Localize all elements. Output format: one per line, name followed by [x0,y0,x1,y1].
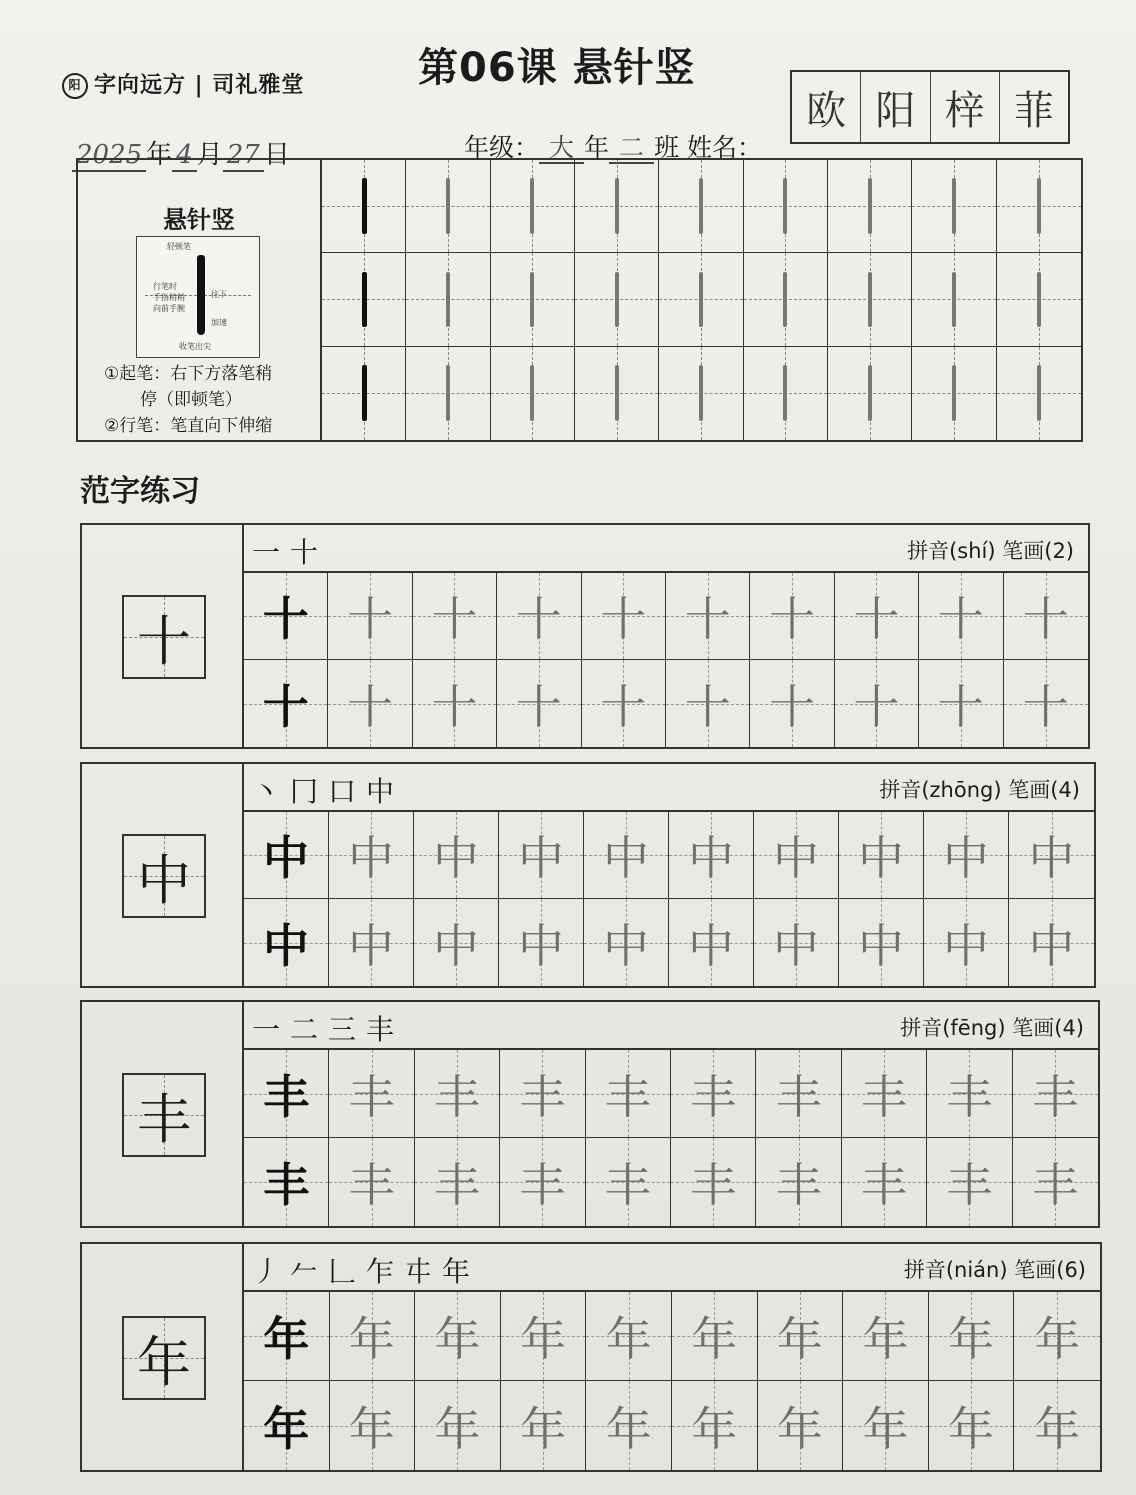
practice-cell[interactable] [1009,812,1094,899]
stroke-practice-cell[interactable] [406,160,490,253]
written-character: 中 [518,831,564,885]
practice-cell[interactable] [414,812,499,899]
practice-cell[interactable] [839,812,924,899]
model-character-box [122,1073,206,1157]
stroke-practice-cell[interactable] [575,347,659,440]
practice-cell[interactable] [919,660,1003,747]
date-day-suffix: 日 [263,140,290,170]
stroke-practice-cell[interactable] [322,347,406,440]
date-month-suffix: 月 [196,140,223,170]
stroke-count-label: 笔画(4) [1012,1016,1084,1040]
written-character: 年 [948,1312,995,1366]
written-character: 丰 [1032,1158,1079,1212]
character-meta [907,535,1074,565]
model-character-panel [82,764,244,986]
practice-cell[interactable] [586,1050,671,1138]
hanging-needle-stroke-icon [197,255,205,335]
practice-cell[interactable] [671,1138,756,1226]
written-character: 年 [348,1401,395,1456]
written-character: 年 [776,1401,823,1456]
written-character: 十 [853,679,900,734]
model-character-panel [82,1244,244,1470]
model-character: 丰 [263,1069,310,1124]
practice-cell[interactable] [244,899,329,986]
practice-cell[interactable] [584,899,669,986]
practice-cell[interactable] [582,660,666,747]
practice-cell[interactable] [586,1292,672,1381]
page-title: 第06课 悬针竖 [418,45,696,91]
written-character: 年 [776,1312,823,1366]
practice-cell[interactable] [754,812,839,899]
model-stroke [362,272,367,327]
traced-stroke [530,272,534,327]
practice-cell[interactable] [244,573,328,660]
pinyin-label: 拼音(zhōng) [879,778,1002,802]
name-char: 阳 [861,72,930,142]
brand-logo [62,68,304,99]
written-character: 十 [853,592,900,646]
model-character-box [122,595,206,679]
practice-cell[interactable] [329,1050,414,1138]
written-character: 十 [515,679,562,734]
traced-stroke [783,272,787,327]
pinyin-label: 拼音(shí) [907,539,996,563]
practice-cell[interactable] [497,660,581,747]
written-character: 丰 [519,1158,566,1212]
character-header [244,764,1094,812]
written-character: 中 [858,918,904,973]
practice-cell[interactable] [924,812,1009,899]
written-character: 十 [937,592,984,646]
practice-cell[interactable] [244,1050,329,1138]
traced-stroke [783,365,787,421]
written-character: 十 [684,592,731,646]
written-character: 丰 [775,1158,822,1212]
stroke-practice-cell[interactable] [406,253,490,346]
grade-value: 大 [539,133,584,164]
diagram-label: 收笔出尖 [179,342,211,351]
traced-stroke [530,365,534,421]
practice-cell[interactable] [750,573,834,660]
written-character: 中 [1028,918,1075,973]
date-year-suffix: 年 [146,140,173,170]
model-character: 十 [262,679,309,734]
model-character: 年 [137,1330,191,1394]
traced-stroke [1037,272,1041,327]
name-char: 菲 [1013,87,1054,134]
practice-cell[interactable] [1004,660,1088,747]
traced-stroke [615,178,619,233]
stroke-info-panel [78,160,322,440]
practice-cell[interactable] [927,1138,1012,1226]
stroke-practice-cell[interactable] [491,253,575,346]
stroke-practice-cell[interactable] [575,160,659,253]
stroke-practice-cell[interactable] [912,160,996,253]
written-character: 十 [769,679,816,734]
written-character: 十 [1022,592,1069,646]
model-character: 中 [137,848,191,912]
name-char: 欧 [792,72,861,142]
written-character: 十 [431,679,478,734]
practice-cell[interactable] [413,660,497,747]
written-character: 年 [434,1312,481,1366]
model-character: 十 [137,609,191,673]
model-character: 年 [263,1401,310,1456]
grade-label: 年级： [464,133,540,162]
written-character: 年 [520,1312,567,1366]
stroke-order: 丶冂口中 [252,775,405,808]
practice-cell[interactable] [415,1292,501,1381]
written-character: 年 [434,1401,481,1456]
model-character: 中 [263,831,309,885]
written-character: 丰 [1032,1069,1079,1124]
traced-stroke [952,178,956,233]
traced-stroke [446,365,450,421]
written-character: 中 [858,831,904,885]
practice-cell[interactable] [586,1138,671,1226]
traced-stroke [699,178,703,233]
practice-cell[interactable] [244,1292,330,1381]
stroke-practice-cell[interactable] [997,160,1081,253]
stroke-practice-cell[interactable] [744,347,828,440]
model-stroke [362,365,367,421]
practice-cell[interactable] [758,1381,844,1470]
practice-cell[interactable] [414,899,499,986]
traced-stroke [446,178,450,233]
written-character: 年 [948,1401,995,1456]
stroke-note-2: 停（即顿笔） [140,390,242,410]
practice-cell[interactable] [666,660,750,747]
practice-cell[interactable] [244,1381,330,1470]
written-character: 丰 [604,1069,651,1124]
written-character: 中 [518,918,564,973]
written-character: 丰 [433,1158,480,1212]
practice-cell[interactable] [672,1381,758,1470]
stroke-order: 丿𠂉𠃊乍㐄年 [252,1255,481,1288]
written-character: 年 [1034,1312,1081,1366]
practice-cell[interactable] [1014,1292,1100,1381]
stroke-diagram [136,236,260,358]
stroke-order: 一十 [252,536,329,569]
practice-cell[interactable] [842,1138,927,1226]
stroke-practice-cell[interactable] [322,253,406,346]
practice-cell[interactable] [244,660,328,747]
stroke-practice-grid [322,160,1081,440]
stroke-practice-cell[interactable] [491,160,575,253]
character-block [80,762,1096,988]
practice-cell[interactable] [329,899,414,986]
character-meta [879,774,1080,804]
date-day: 27 [223,140,264,172]
practice-cell[interactable] [671,1050,756,1138]
model-character: 中 [263,918,309,973]
stroke-practice-cell[interactable] [744,253,828,346]
traced-stroke [530,178,534,233]
practice-cell[interactable] [1013,1050,1098,1138]
practice-cell[interactable] [330,1381,416,1470]
written-character: 十 [684,679,731,734]
written-character: 年 [605,1401,652,1456]
character-meta [904,1254,1086,1284]
stroke-practice-cell[interactable] [997,253,1081,346]
written-character: 中 [1028,831,1075,885]
traced-stroke [868,365,872,421]
stroke-practice-cell[interactable] [659,253,743,346]
written-character: 年 [348,1312,395,1366]
written-character: 十 [937,679,984,734]
traced-stroke [446,272,450,327]
written-character: 十 [1022,679,1069,734]
stroke-order: 一二三丰 [252,1013,405,1046]
diagram-label: 往下 [211,290,227,299]
written-character: 年 [862,1401,909,1456]
written-character: 年 [862,1312,909,1366]
practice-cell[interactable] [500,1138,585,1226]
practice-cell[interactable] [1009,899,1094,986]
written-character: 中 [348,918,394,973]
practice-cell[interactable] [330,1292,416,1381]
stroke-practice-cell[interactable] [912,253,996,346]
written-character: 丰 [690,1069,737,1124]
character-block [80,523,1090,749]
diagram-label: 向前手腕 [153,304,185,313]
practice-cell[interactable] [244,1138,329,1226]
written-character: 年 [605,1312,652,1366]
stroke-practice-block [76,158,1083,442]
written-character: 中 [433,831,479,885]
name-box [790,70,1070,144]
practice-cell[interactable] [839,899,924,986]
written-character: 年 [691,1401,738,1456]
written-character: 丰 [775,1069,822,1124]
practice-cell[interactable] [244,812,329,899]
practice-cell[interactable] [669,812,754,899]
section-title: 范字练习 [80,474,200,509]
stroke-practice-cell[interactable] [491,347,575,440]
written-character: 中 [348,831,394,885]
practice-cell[interactable] [500,1050,585,1138]
practice-cell[interactable] [672,1292,758,1381]
practice-cell[interactable] [758,1292,844,1381]
practice-grid [244,1050,1098,1226]
name-char: 梓 [931,72,1000,142]
model-character-panel [82,525,244,747]
diagram-label: 手指稍稍 [153,293,185,302]
traced-stroke [952,272,956,327]
practice-cell[interactable] [927,1050,1012,1138]
stroke-practice-cell[interactable] [659,347,743,440]
practice-cell[interactable] [499,899,584,986]
practice-cell[interactable] [754,899,839,986]
character-header [244,525,1088,573]
stroke-note-3: ②行笔：笔直向下伸缩 [104,416,273,436]
written-character: 丰 [690,1158,737,1212]
brand-text: 字向远方 | 司礼雅堂 [94,72,305,98]
practice-cell[interactable] [501,1381,587,1470]
traced-stroke [952,365,956,421]
practice-cell[interactable] [586,1381,672,1470]
written-character: 中 [688,918,734,973]
written-character: 年 [1034,1401,1081,1456]
practice-cell[interactable] [1004,573,1088,660]
written-character: 中 [773,831,819,885]
model-character: 丰 [263,1158,310,1212]
grade-suffix: 年 [584,133,610,162]
practice-grid [244,1292,1100,1470]
practice-cell[interactable] [329,812,414,899]
written-character: 中 [943,918,989,973]
practice-cell[interactable] [1014,1381,1100,1470]
written-character: 十 [600,679,647,734]
traced-stroke [868,178,872,233]
practice-cell[interactable] [924,899,1009,986]
practice-cell[interactable] [328,573,412,660]
practice-cell[interactable] [415,1381,501,1470]
practice-cell[interactable] [415,1138,500,1226]
written-character: 年 [691,1312,738,1366]
practice-cell[interactable] [499,812,584,899]
written-character: 丰 [519,1069,566,1124]
character-header [244,1002,1098,1050]
model-character: 年 [263,1312,310,1366]
traced-stroke [615,272,619,327]
stroke-practice-cell[interactable] [912,347,996,440]
stroke-count-label: 笔画(6) [1014,1258,1086,1282]
written-character: 中 [773,918,819,973]
practice-cell[interactable] [843,1381,929,1470]
diagram-label: 行笔时 [153,282,177,291]
stroke-note-1: ①起笔：右下方落笔稍 [104,364,273,384]
written-character: 丰 [348,1158,395,1212]
class-value: 二 [609,133,654,164]
practice-cell[interactable] [929,1381,1015,1470]
practice-cell[interactable] [750,660,834,747]
practice-grid [244,573,1088,747]
practice-cell[interactable] [835,660,919,747]
date-month: 4 [172,140,197,172]
character-block [80,1000,1100,1228]
stroke-count-label: 笔画(4) [1008,778,1080,802]
diagram-label: 轻顿笔 [167,242,191,251]
practice-cell[interactable] [756,1138,841,1226]
practice-cell[interactable] [919,573,1003,660]
practice-cell[interactable] [329,1138,414,1226]
practice-cell[interactable] [929,1292,1015,1381]
practice-cell[interactable] [328,660,412,747]
class-label: 班 姓名： [654,133,763,162]
practice-cell[interactable] [669,899,754,986]
written-character: 丰 [348,1069,395,1124]
practice-cell[interactable] [756,1050,841,1138]
written-character: 丰 [860,1069,907,1124]
written-character: 十 [347,679,394,734]
practice-grid [244,812,1094,986]
practice-cell[interactable] [843,1292,929,1381]
date-year: 2025 [72,140,146,172]
traced-stroke [1037,365,1041,421]
traced-stroke [868,272,872,327]
pinyin-label: 拼音(fēng) [900,1016,1006,1040]
practice-cell[interactable] [666,573,750,660]
written-character: 中 [603,918,649,973]
written-character: 丰 [946,1069,993,1124]
stroke-practice-cell[interactable] [322,160,406,253]
practice-cell[interactable] [582,573,666,660]
traced-stroke [783,178,787,233]
practice-cell[interactable] [584,812,669,899]
character-meta [900,1012,1084,1042]
written-character: 丰 [433,1069,480,1124]
practice-cell[interactable] [413,573,497,660]
written-character: 十 [769,592,816,646]
character-block [80,1242,1102,1472]
traced-stroke [699,272,703,327]
practice-cell[interactable] [415,1050,500,1138]
written-character: 丰 [604,1158,651,1212]
brand-seal-icon: 阳 [62,73,88,99]
character-header [244,1244,1100,1292]
stroke-count-label: 笔画(2) [1002,539,1074,563]
stroke-practice-cell[interactable] [575,253,659,346]
model-character: 十 [262,592,309,646]
stroke-practice-cell[interactable] [828,253,912,346]
written-character: 中 [433,918,479,973]
stroke-practice-cell[interactable] [828,347,912,440]
written-character: 中 [688,831,734,885]
stroke-practice-cell[interactable] [744,160,828,253]
model-character-panel [82,1002,244,1226]
practice-cell[interactable] [1013,1138,1098,1226]
traced-stroke [1037,178,1041,233]
model-character-box [122,1316,206,1400]
pinyin-label: 拼音(nián) [903,1258,1008,1282]
stroke-practice-cell[interactable] [659,160,743,253]
model-stroke [362,178,367,233]
written-character: 丰 [946,1158,993,1212]
stroke-practice-cell[interactable] [828,160,912,253]
practice-cell[interactable] [501,1292,587,1381]
model-character-box [122,834,206,918]
written-character: 十 [600,592,647,646]
written-character: 中 [943,831,989,885]
written-character: 十 [515,592,562,646]
stroke-practice-cell[interactable] [406,347,490,440]
stroke-practice-cell[interactable] [997,347,1081,440]
practice-cell[interactable] [842,1050,927,1138]
practice-cell[interactable] [497,573,581,660]
traced-stroke [699,365,703,421]
practice-cell[interactable] [835,573,919,660]
model-character: 丰 [137,1087,191,1151]
written-character: 丰 [860,1158,907,1212]
written-character: 十 [347,592,394,646]
written-character: 中 [603,831,649,885]
traced-stroke [615,365,619,421]
written-character: 年 [520,1401,567,1456]
stroke-name: 悬针竖 [163,206,235,234]
written-character: 十 [431,592,478,646]
diagram-label: 加速 [211,318,227,327]
